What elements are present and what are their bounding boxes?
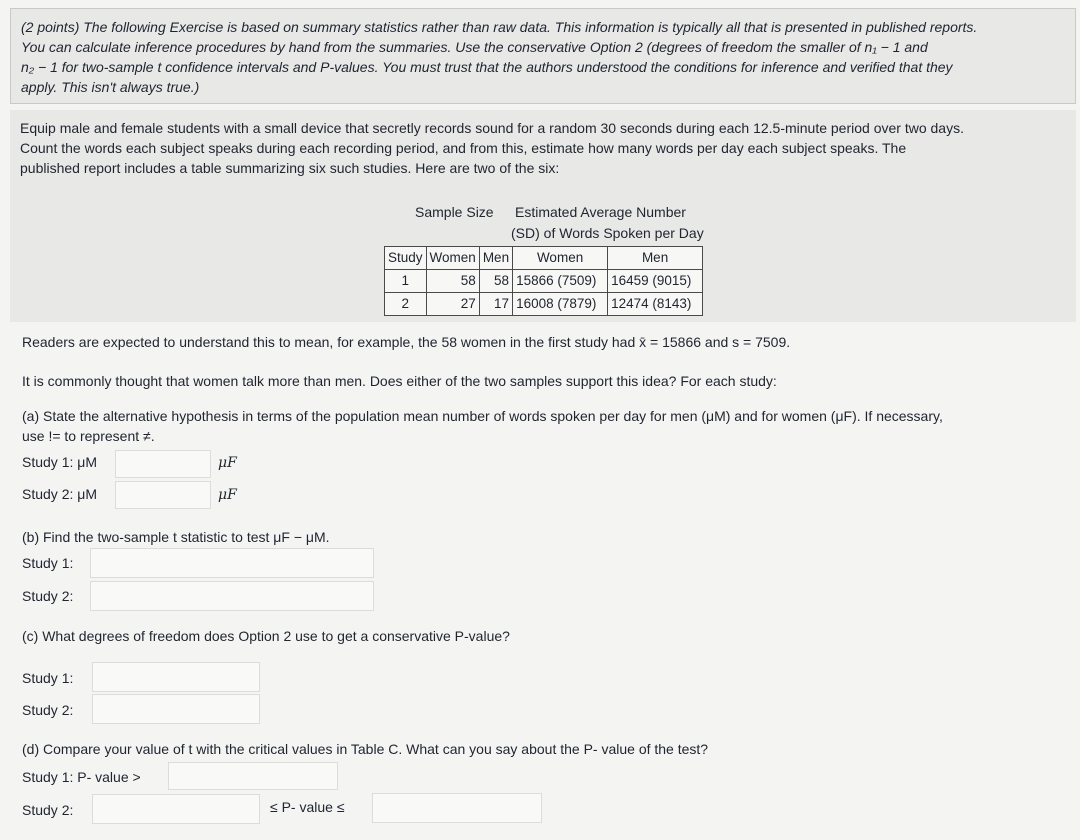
d-study2-between-label: ≤ P- value ≤ xyxy=(270,799,345,815)
cell: 58 xyxy=(479,270,512,293)
a-study2-label: Study 2: μM xyxy=(22,486,97,502)
d-study2-pvalue-low-input[interactable] xyxy=(92,794,260,824)
header-estimated-sd: (SD) of Words Spoken per Day xyxy=(511,225,704,241)
b-study1-t-input[interactable] xyxy=(90,548,374,578)
cell: 27 xyxy=(426,293,479,316)
part-a-note: use != to represent ≠. xyxy=(22,428,155,444)
d-study2-label: Study 2: xyxy=(22,802,74,818)
cell: 2 xyxy=(385,293,427,316)
scenario-line-3: published report includes a table summarizing six such studies. Here are two of the six: xyxy=(20,160,560,176)
table-row xyxy=(385,270,703,293)
d-study1-pvalue-input[interactable] xyxy=(168,762,338,790)
c-study2-label: Study 2: xyxy=(22,702,74,718)
d-study1-label: Study 1: P- value > xyxy=(22,769,141,785)
table-header-row xyxy=(385,247,703,270)
summary-table xyxy=(384,246,703,316)
scenario-panel xyxy=(10,110,1076,322)
a-study1-relation-input[interactable] xyxy=(115,450,211,478)
b-study2-label: Study 2: xyxy=(22,588,74,604)
readers-note: Readers are expected to understand this to mean, for example, the 58 women in the first study had x̄ = 15866 and s = 7509. xyxy=(22,334,791,350)
b-study2-t-input[interactable] xyxy=(90,581,374,611)
cell: 17 xyxy=(479,293,512,316)
col-women-n: Women xyxy=(426,247,479,270)
col-men-words: Men xyxy=(608,247,703,270)
exercise-intro xyxy=(10,8,1076,104)
question-prompt: It is commonly thought that women talk more than men. Does either of the two samples support this idea? For each study: xyxy=(22,373,777,389)
d-study2-pvalue-high-input[interactable] xyxy=(372,793,542,823)
cell: 12474 (8143) xyxy=(608,293,703,316)
col-study: Study xyxy=(385,247,427,270)
a-study2-relation-input[interactable] xyxy=(115,481,211,509)
a-study1-label: Study 1: μM xyxy=(22,454,97,470)
part-d-prompt: (d) Compare your value of t with the critical values in Table C. What can you say about the P- value of the test? xyxy=(22,741,709,757)
col-women-words: Women xyxy=(513,247,608,270)
cell: 15866 (7509) xyxy=(513,270,608,293)
c-study2-df-input[interactable] xyxy=(92,694,260,724)
cell: 1 xyxy=(385,270,427,293)
part-a-prompt: (a) State the alternative hypothesis in terms of the population mean number of words spoken per day for men (μM) and for women (μF). If necessary, xyxy=(22,408,943,424)
cell: 58 xyxy=(426,270,479,293)
c-study1-label: Study 1: xyxy=(22,670,74,686)
part-c-prompt: (c) What degrees of freedom does Option 2 use to get a conservative P-value? xyxy=(22,628,510,644)
part-b-prompt: (b) Find the two-sample t statistic to test μF − μM. xyxy=(22,529,330,545)
a-study2-muF-label: μF xyxy=(218,487,237,503)
header-sample-size: Sample Size xyxy=(415,204,494,220)
header-estimated: Estimated Average Number xyxy=(515,204,686,220)
b-study1-label: Study 1: xyxy=(22,555,74,571)
scenario-line-1: Equip male and female students with a small device that secretly records sound for a random 30 seconds during each 12.5-minute period over two days. xyxy=(20,120,964,136)
scenario-line-2: Count the words each subject speaks during each recording period, and from this, estimate how many words per day each subject speaks. The xyxy=(20,140,907,156)
intro-line-3: n₂ − 1 for two-sample t confidence intervals and P-values. You must trust that the authors understood the conditions for inference and verified that they xyxy=(21,59,953,75)
cell: 16459 (9015) xyxy=(608,270,703,293)
c-study1-df-input[interactable] xyxy=(92,662,260,692)
a-study1-muF-label: μF xyxy=(218,455,237,471)
intro-line-2: You can calculate inference procedures by hand from the summaries. Use the conservative Option 2 (degrees of freedom the smaller of n₁ − 1 and xyxy=(21,39,928,55)
intro-line-4: apply. This isn't always true.) xyxy=(21,79,200,95)
table-row xyxy=(385,293,703,316)
intro-line-1: (2 points) The following Exercise is based on summary statistics rather than raw data. This information is typically all that is presented in published reports. xyxy=(21,19,978,35)
cell: 16008 (7879) xyxy=(513,293,608,316)
col-men-n: Men xyxy=(479,247,512,270)
